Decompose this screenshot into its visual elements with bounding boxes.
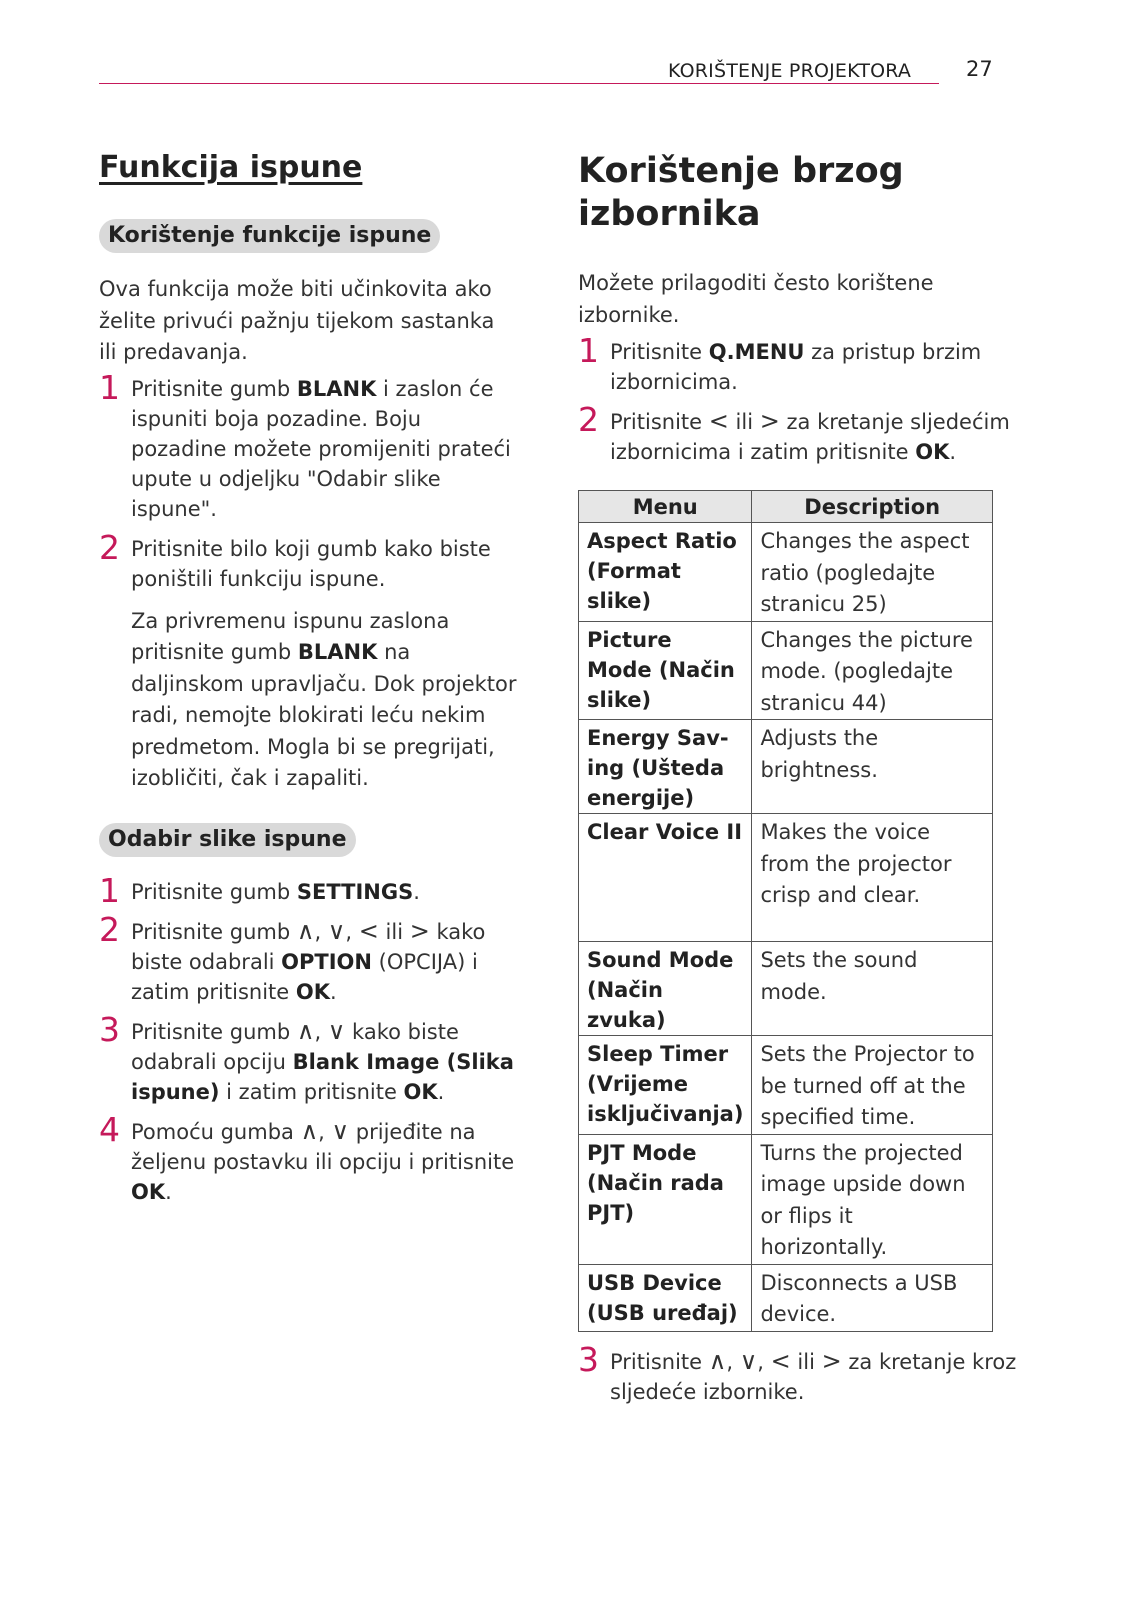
note-text: na daljinskom upravljaču. Dok projektor radi, nemojte blokirati leću nekim predmetom. Mogla bi se pregrijati, izobličiti, čak i zapaliti.	[131, 640, 517, 790]
left-column	[99, 150, 519, 1207]
step-number: 2	[99, 909, 120, 949]
up-arrow-icon: ∧	[296, 1016, 315, 1045]
menu-cell: Aspect Ratio (Format slike)	[579, 523, 752, 622]
step-bold: OK	[295, 979, 330, 1004]
column-header-description: Description	[752, 491, 993, 523]
table-row	[579, 814, 993, 942]
step-text: Pritisnite gumb	[131, 376, 297, 401]
fill-intro: Ova funkcija može biti učinkovita ako želite privući pažnju tijekom sastanka ili predavanja.	[99, 277, 495, 364]
up-arrow-icon: ∧	[300, 1116, 319, 1145]
step-text: ,	[345, 919, 359, 944]
section-heading-fill-usage: Korištenje funkcije ispune	[99, 219, 440, 253]
left-arrow-icon: <	[358, 916, 379, 945]
menu-cell: Sleep Timer (Vrijeme isključivanja)	[579, 1036, 752, 1135]
step-text: Pritisnite	[610, 1350, 709, 1374]
step-text: kako biste odabrali opciju	[131, 1019, 459, 1074]
step-bold: Q.MENU	[708, 340, 805, 364]
note-bold: BLANK	[297, 640, 378, 664]
menu-cell: Energy Sav-ing (Ušteda energije)	[579, 720, 752, 814]
step-text: .	[413, 879, 420, 904]
step-bold: OK	[403, 1079, 438, 1104]
step-text: ili	[728, 410, 760, 434]
step-bold: BLANK	[296, 376, 377, 401]
down-arrow-icon: ∨	[327, 1016, 346, 1045]
down-arrow-icon: ∨	[327, 916, 346, 945]
table-header-row	[579, 491, 993, 523]
step-number: 2	[578, 400, 599, 439]
left-arrow-icon: <	[708, 407, 729, 435]
step-text: i zatim pritisnite	[219, 1079, 404, 1104]
step-number: 4	[99, 1109, 120, 1149]
description-cell: Sets the sound mode.	[752, 942, 993, 1036]
description-cell: Sets the Projector to be turned off at the specified time.	[752, 1036, 993, 1135]
step-text: ili	[378, 919, 410, 944]
step-text: ,	[757, 1350, 771, 1374]
column-header-menu: Menu	[579, 491, 752, 523]
step-bold: Blank Image (Slika ispune)	[131, 1049, 514, 1104]
menu-cell: Clear Voice II	[579, 814, 752, 942]
table-row	[579, 523, 993, 622]
table-row	[579, 621, 993, 720]
menu-cell: Sound Mode (Način zvuka)	[579, 942, 752, 1036]
right-arrow-icon: >	[821, 1347, 842, 1375]
table-row	[579, 1036, 993, 1135]
page-number: 27	[966, 57, 993, 81]
image-step-3	[99, 1009, 521, 1107]
step-text: prijeđite na željenu postavku ili opciju i pritisnite	[131, 1119, 515, 1174]
step-bold: OK	[131, 1179, 166, 1204]
right-arrow-icon: >	[759, 407, 780, 435]
step-text: Pritisnite gumb	[131, 879, 297, 904]
quick-menu-intro: Možete prilagoditi često korištene izbornike.	[578, 271, 934, 327]
step-text: Pomoću gumba	[131, 1119, 301, 1144]
image-step-2	[99, 909, 521, 1007]
menu-cell: USB Device (USB uređaj)	[579, 1264, 752, 1331]
table-row	[579, 720, 993, 814]
step-text: Pritisnite	[610, 410, 709, 434]
quick-menu-table	[578, 490, 993, 1332]
left-arrow-icon: <	[770, 1347, 791, 1375]
up-arrow-icon: ∧	[296, 916, 315, 945]
step-text: ,	[314, 1019, 328, 1044]
step-text: Pritisnite gumb	[131, 1019, 297, 1044]
step-number: 3	[578, 1340, 599, 1379]
step-text: .	[437, 1079, 445, 1104]
section-heading-fill-image: Odabir slike ispune	[99, 823, 356, 857]
step-text: Pritisnite bilo koji gumb kako biste poništili funkciju ispune.	[131, 536, 491, 591]
step-text: ,	[314, 919, 328, 944]
step-text: kako biste odabrali	[131, 919, 486, 974]
step-number: 1	[99, 870, 120, 910]
step-number: 2	[99, 527, 120, 567]
right-title: Korištenje brzog izbornika	[578, 151, 904, 234]
description-cell: Changes the picture mode. (pogledajte stranicu 44)	[752, 621, 993, 720]
header-divider	[99, 83, 939, 84]
image-step-4	[99, 1109, 521, 1207]
step-text: za pristup brzim izbornicima.	[610, 340, 982, 394]
step-text: ,	[318, 1119, 332, 1144]
header-section-title: KORIŠTENJE PROJEKTORA	[668, 60, 912, 82]
quick-menu-step-1	[578, 331, 1000, 397]
up-arrow-icon: ∧	[708, 1347, 727, 1375]
step-bold: SETTINGS	[296, 879, 414, 904]
step-number: 1	[99, 367, 120, 407]
down-arrow-icon: ∨	[331, 1116, 350, 1145]
description-cell: Adjusts the brightness.	[752, 720, 993, 814]
fill-note	[99, 606, 521, 795]
step-bold: OPTION	[281, 949, 372, 974]
fill-step-2	[99, 527, 521, 594]
step-text: .	[949, 440, 957, 464]
quick-menu-step-2	[578, 400, 1010, 467]
table-row	[579, 942, 993, 1036]
step-text: ili	[790, 1350, 822, 1374]
fill-step-1	[99, 367, 521, 524]
step-bold: OK	[915, 440, 950, 464]
description-cell: Turns the projected image upside down or flips it horizontally.	[752, 1134, 993, 1264]
step-text: .	[165, 1179, 172, 1204]
description-cell: Changes the aspect ratio (pogledajte stranicu 25)	[752, 523, 993, 622]
step-text: .	[330, 979, 337, 1004]
description-cell: Makes the voice from the projector crisp and clear.	[752, 814, 993, 942]
note-text: Za privremenu ispunu zaslona pritisnite gumb	[131, 608, 450, 664]
description-cell: Disconnects a USB device.	[752, 1264, 993, 1331]
menu-cell: PJT Mode (Način rada PJT)	[579, 1134, 752, 1264]
step-text: Pritisnite	[610, 340, 709, 364]
step-text: ,	[726, 1350, 740, 1374]
menu-cell: Picture Mode (Način slike)	[579, 621, 752, 720]
down-arrow-icon: ∨	[739, 1347, 758, 1375]
step-number: 1	[578, 331, 599, 370]
right-arrow-icon: >	[409, 916, 430, 945]
step-text: Pritisnite gumb	[131, 919, 297, 944]
table-row	[579, 1134, 993, 1264]
table-row	[579, 1264, 993, 1331]
step-text: za kretanje sljedećim izbornicima i zatim pritisnite	[610, 410, 1010, 464]
step-text: i zaslon će ispuniti boja pozadine. Boju pozadine možete promijeniti prateći upute u odjeljku "Odabir slike ispune".	[131, 376, 511, 521]
quick-menu-step-3	[578, 1340, 1020, 1407]
step-text: (OPCIJA) i zatim pritisnite	[131, 949, 478, 1004]
step-text: za kretanje kroz sljedeće izbornike.	[610, 1350, 1017, 1404]
left-title: Funkcija ispune	[99, 150, 363, 185]
step-number: 3	[99, 1009, 120, 1049]
image-step-1	[99, 870, 521, 910]
right-column	[578, 150, 1010, 467]
